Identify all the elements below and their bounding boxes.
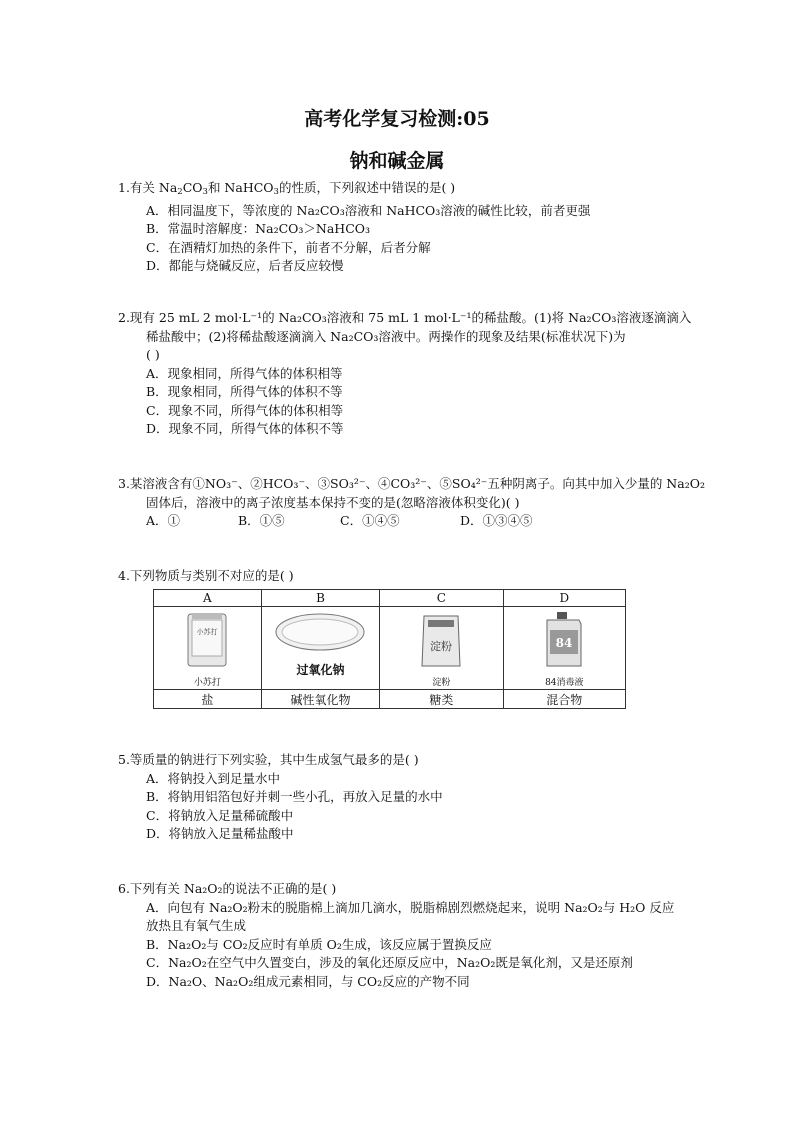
question-4-table — [153, 589, 626, 709]
table-cell-d — [503, 607, 625, 690]
question-5-option-a: A．将钠投入到足量水中 — [146, 770, 281, 786]
question-2-option-b: B．现象相同，所得气体的体积不等 — [146, 384, 343, 399]
question-6-option-c: C．Na₂O₂在空气中久置变白，涉及的氧化还原反应中，Na₂O₂既是氧化剂，又是还原剂 — [146, 955, 633, 970]
question-6-stem: 6.下列有关 Na₂O₂的说法不正确的是( ) — [118, 881, 337, 896]
baking-soda-bag-label: 小苏打 — [196, 628, 218, 636]
table-cell-a — [154, 607, 262, 690]
question-6-option-b: B．Na₂O₂与 CO₂反应时有单质 O₂生成，该反应属于置换反应 — [146, 936, 492, 952]
table-cell-c — [380, 607, 503, 690]
question-1-option-d: D．都能与烧碱反应，后者反应较慢 — [146, 258, 344, 273]
table-category-c: 糖类 — [380, 690, 503, 709]
table-header-row — [154, 590, 626, 607]
question-5-option-b: B．将钠用铝箔包好并刺一些小孔，再放入足量的水中 — [146, 789, 443, 804]
table-category-d: 混合物 — [503, 690, 625, 709]
question-3 — [118, 475, 708, 531]
table-category-row — [154, 690, 626, 709]
question-5-option-d: D．将钠放入足量稀盐酸中 — [146, 826, 294, 841]
question-3-stem-line-2: 固体后，溶液中的离子浓度基本保持不变的是(忽略溶液体积变化)( ) — [146, 494, 520, 510]
question-4 — [118, 567, 708, 586]
disinfectant-bottle-image — [537, 610, 591, 670]
question-2 — [118, 309, 708, 439]
table-image-row — [154, 607, 626, 690]
table-category-a: 盐 — [154, 690, 262, 709]
table-category-b: 碱性氧化物 — [261, 690, 379, 709]
question-3-options — [118, 512, 708, 531]
image-caption-d: 84消毒液 — [545, 678, 584, 688]
question-2-option-d: D．现象不同，所得气体的体积不等 — [146, 421, 344, 436]
image-caption-a: 小苏打 — [193, 678, 221, 688]
table-header-b: B — [261, 590, 379, 607]
question-6 — [118, 880, 708, 991]
question-1-option-a: A．相同温度下，等浓度的 Na₂CO₃溶液和 NaHCO₃溶液的碱性比较，前者更强 — [146, 202, 591, 218]
question-3-stem-line-1: 3.某溶液含有①NO₃⁻、②HCO₃⁻、③SO₃²⁻、④CO₃²⁻、⑤SO₄²⁻五种阴离子。向其中加入少量的 Na₂O₂ — [118, 476, 705, 491]
page-subtitle: 钠和碱金属 — [349, 150, 445, 172]
question-6-option-a-line-1: A．向包有 Na₂O₂粉末的脱脂棉上滴加几滴水，脱脂棉剧烈燃烧起来，说明 Na₂O₂与 H₂O 反应 — [146, 899, 675, 915]
question-3-option-b: B．①⑤ — [238, 513, 285, 528]
question-1-option-c: C．在酒精灯加热的条件下，前者不分解，后者分解 — [146, 239, 431, 255]
table-header-a: A — [154, 590, 262, 607]
question-2-stem-line-1: 2.现有 25 mL 2 mol·L⁻¹的 Na₂CO₃溶液和 75 mL 1 mol·L⁻¹的稀盐酸。(1)将 Na₂CO₃溶液逐滴滴入 — [118, 310, 692, 325]
question-6-option-d: D．Na₂O、Na₂O₂组成元素相同，与 CO₂反应的产物不同 — [146, 973, 470, 989]
question-1 — [118, 179, 708, 276]
question-2-stem-line-2: 稀盐酸中；(2)将稀盐酸逐滴滴入 Na₂CO₃溶液中。两操作的现象及结果(标准状况下)为 — [146, 328, 626, 344]
image-caption-b: 过氧化钠 — [296, 663, 345, 677]
question-2-option-a: A．现象相同，所得气体的体积相等 — [146, 365, 343, 381]
question-1-stem: 1.有关 $Na_2CO_3$和 NaHCO$_3$的性质，下列叙述中错误的是( ) — [118, 180, 456, 197]
question-6-option-a-line-2: 放热且有氧气生成 — [146, 918, 247, 933]
table-header-c: C — [380, 590, 503, 607]
table-header-d: D — [503, 590, 625, 607]
image-caption-c: 淀粉 — [432, 678, 451, 688]
question-5-option-c: C．将钠放入足量稀硫酸中 — [146, 807, 294, 823]
starch-bag-label: 淀粉 — [430, 640, 453, 653]
question-3-option-d: D．①③④⑤ — [460, 513, 533, 528]
question-4-stem: 4.下列物质与类别不对应的是( ) — [118, 568, 294, 583]
question-2-stem-line-3: ( ) — [146, 347, 160, 362]
question-2-option-c: C．现象不同，所得气体的体积相等 — [146, 402, 344, 418]
table-cell-b — [261, 607, 379, 690]
disinfectant-bottle-label: 84 — [555, 636, 573, 650]
starch-bag-image — [414, 610, 468, 670]
question-3-option-a: A．① — [146, 513, 181, 528]
sodium-peroxide-dish-image — [272, 610, 368, 654]
question-3-option-c: C．①④⑤ — [340, 513, 400, 528]
question-1-option-b: B．常温时溶解度：Na₂CO₃＞NaHCO₃ — [146, 221, 371, 236]
question-5-stem: 5.等质量的钠进行下列实验，其中生成氢气最多的是( ) — [118, 752, 419, 767]
question-5 — [118, 751, 708, 844]
page-title: 高考化学复习检测:05 — [304, 108, 490, 130]
baking-soda-bag-image — [180, 610, 234, 670]
